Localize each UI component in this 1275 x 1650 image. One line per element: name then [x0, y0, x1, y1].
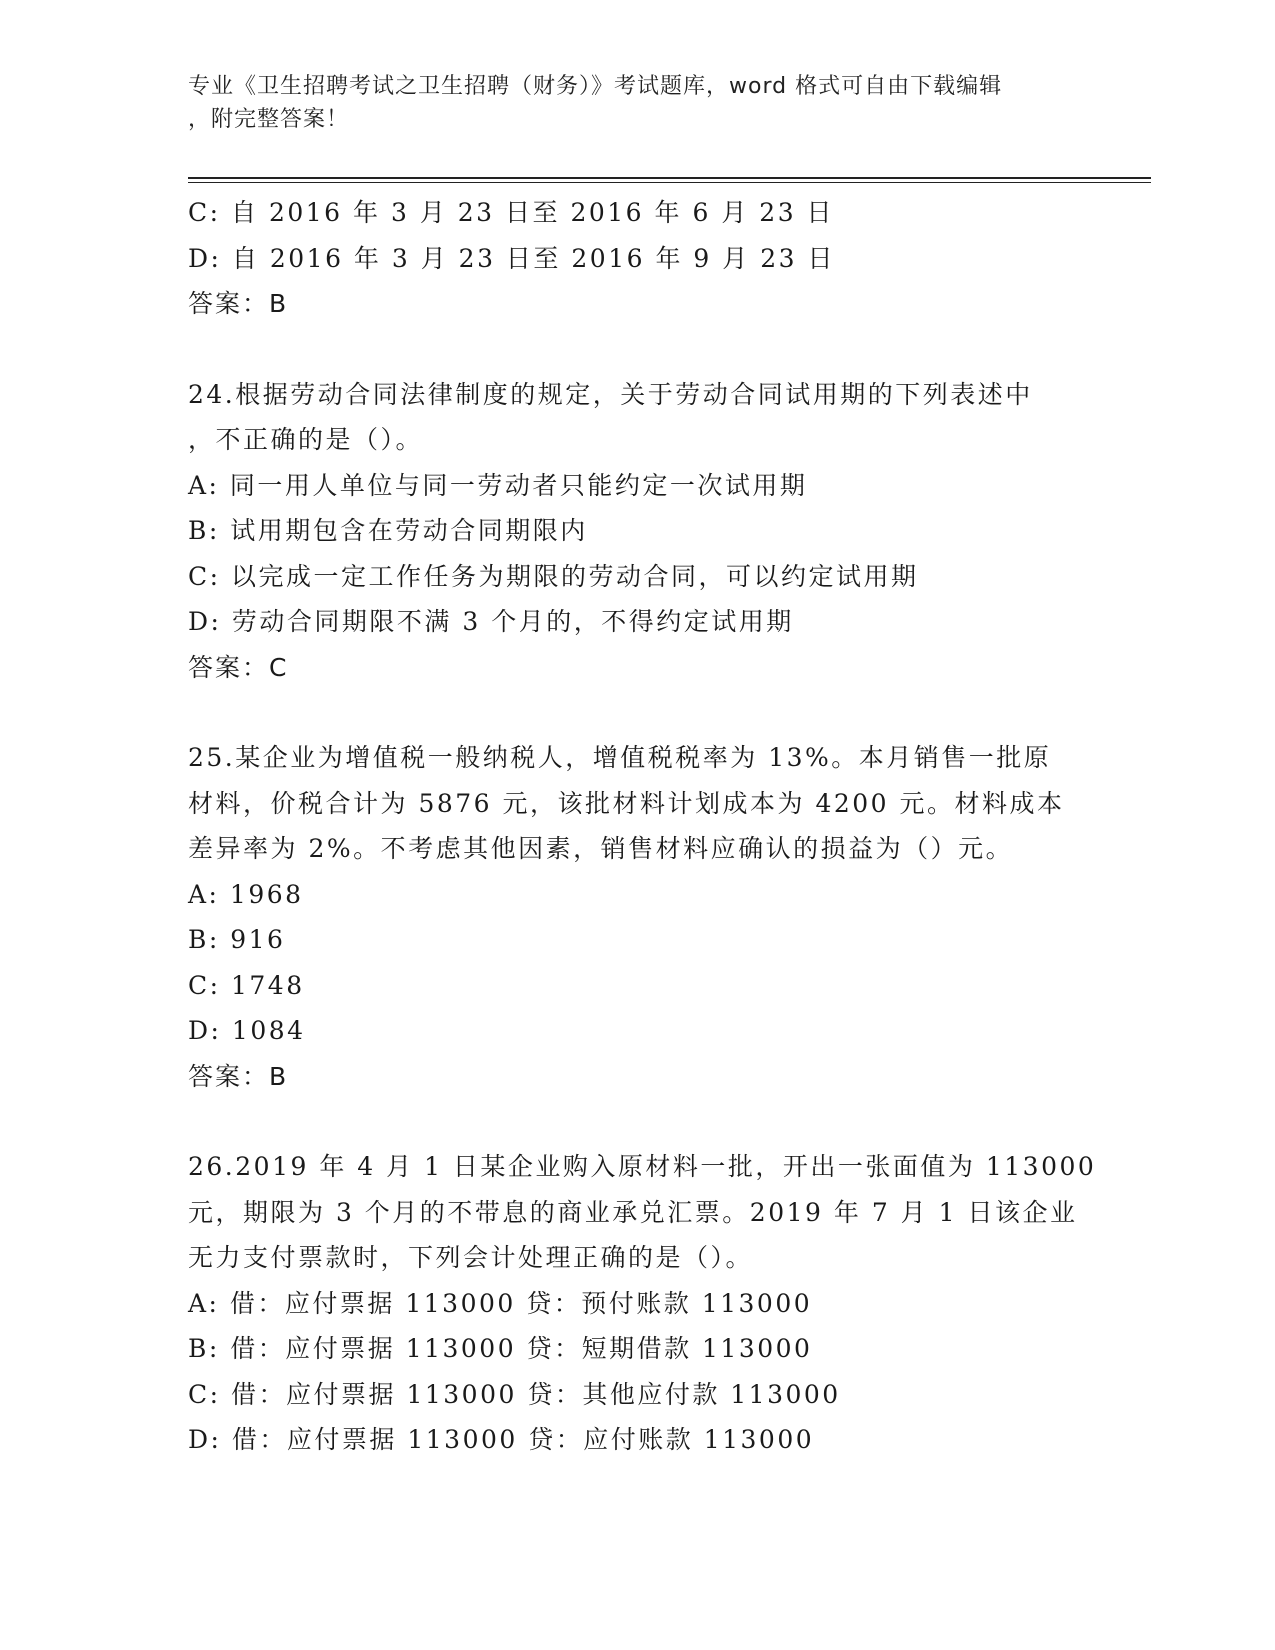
option-d: D: 借：应付票据 113000 贷：应付账款 113000 [188, 1425, 815, 1454]
option-b: B: 借：应付票据 113000 贷：短期借款 113000 [188, 1334, 813, 1363]
option-a: A: 借：应付票据 113000 贷：预付账款 113000 [188, 1288, 813, 1318]
header-rule-thick [188, 177, 1151, 179]
question-26 [188, 1144, 1097, 1463]
question-stem: 26.2019 年 4 月 1 日某企业购入原材料一批，开出一张面值为 113000 [188, 1152, 1097, 1181]
option-b: B: 916 [188, 925, 286, 954]
question-stem: 24.根据劳动合同法律制度的规定，关于劳动合同试用期的下列表述中 [188, 379, 1033, 409]
option-d: D: 劳动合同期限不满 3 个月的，不得约定试用期 [188, 607, 794, 636]
question-23-tail [188, 190, 1088, 327]
answer-label: 答案：B [188, 1061, 289, 1091]
document-header [188, 70, 1088, 136]
question-stem: 25.某企业为增值税一般纳税人，增值税税率为 13%。本月销售一批原 [188, 743, 1052, 772]
option-d: D: 自 2016 年 3 月 23 日至 2016 年 9 月 23 日 [188, 243, 835, 273]
option-c: C: 自 2016 年 3 月 23 日至 2016 年 6 月 23 日 [188, 198, 835, 227]
option-a: A: 同一用人单位与同一劳动者只能约定一次试用期 [188, 470, 808, 500]
answer-label: 答案：C [188, 652, 289, 682]
option-c: C: 1748 [188, 970, 305, 1000]
question-24 [188, 372, 1088, 691]
answer-label: 答案：B [188, 289, 289, 318]
header-rule-thin [188, 182, 1151, 183]
option-a: A: 1968 [188, 879, 304, 909]
question-stem: 元，期限为 3 个月的不带息的商业承兑汇票。2019 年 7 月 1 日该企业 [188, 1197, 1078, 1227]
question-stem: 差异率为 2%。不考虑其他因素，销售材料应确认的损益为（）元。 [188, 834, 1014, 863]
question-stem: 无力支付票款时，下列会计处理正确的是（）。 [188, 1243, 754, 1272]
document-body [188, 190, 1097, 1463]
question-stem: 材料，价税合计为 5876 元，该批材料计划成本为 4200 元。材料成本 [188, 788, 1065, 818]
question-25 [188, 735, 1088, 1099]
header-line-2: ，附完整答案！ [188, 107, 350, 132]
option-c: C: 借：应付票据 113000 贷：其他应付款 113000 [188, 1379, 841, 1409]
option-d: D: 1084 [188, 1016, 306, 1045]
option-b: B: 试用期包含在劳动合同期限内 [188, 516, 588, 545]
header-line-1: 专业《卫生招聘考试之卫生招聘（财务）》考试题库，word 格式可自由下载编辑 [188, 74, 1003, 99]
question-stem: ，不正确的是（）。 [188, 425, 424, 454]
option-c: C: 以完成一定工作任务为期限的劳动合同，可以约定试用期 [188, 561, 919, 591]
